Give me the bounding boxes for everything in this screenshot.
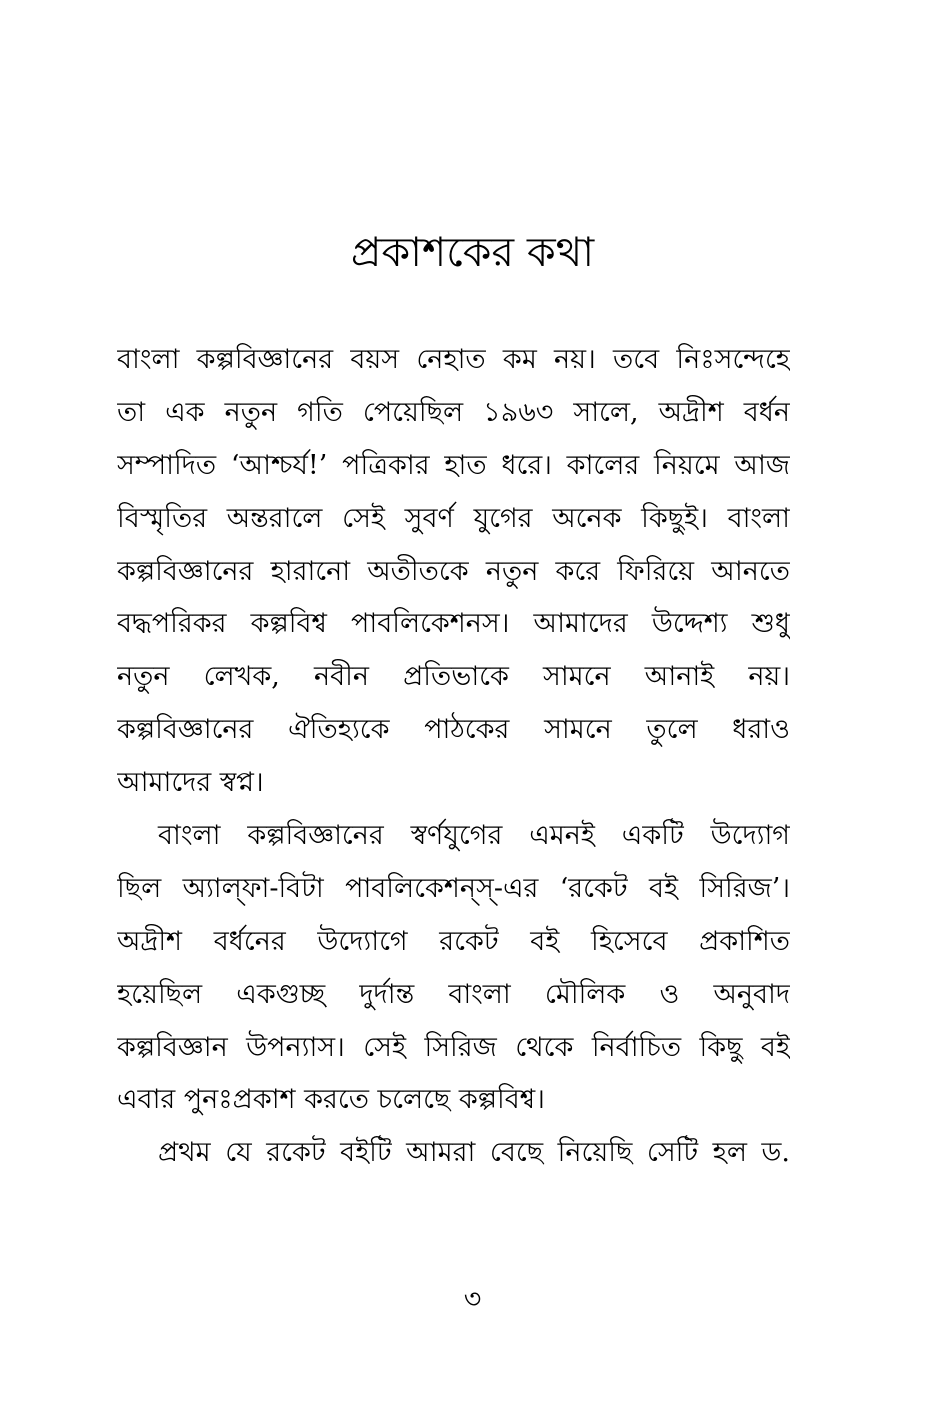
text-line: তা এক নতুন গতি পেয়েছিল ১৯৬৩ সালে, অদ্রীশ বর্ধন — [117, 396, 790, 428]
text-line: বাংলা কল্পবিজ্ঞানের স্বর্ণযুগের এমনই একটি উদ্যোগ — [158, 820, 790, 852]
paragraph-2 — [117, 810, 790, 1127]
text-line: বদ্ধপরিকর কল্পবিশ্ব পাবলিকেশনস। আমাদের উদ্দেশ্য শুধু — [117, 608, 790, 640]
body-text — [117, 334, 790, 1180]
page-number: ৩ — [463, 1284, 482, 1315]
text-line: বিস্মৃতির অন্তরালে সেই সুবর্ণ যুগের অনেক কিছুই। বাংলা — [117, 502, 790, 534]
page-title: প্রকাশকের কথা — [350, 228, 595, 276]
text-line: হয়েছিল একগুচ্ছ দুর্দান্ত বাংলা মৌলিক ও অনুবাদ — [117, 978, 790, 1010]
text-line: কল্পবিজ্ঞান উপন্যাস। সেই সিরিজ থেকে নির্বাচিত কিছু বই — [117, 1031, 790, 1063]
text-line: সম্পাদিত ‘আশ্চর্য!’ পত্রিকার হাত ধরে। কালের নিয়মে আজ — [117, 449, 790, 481]
text-line: বাংলা কল্পবিজ্ঞানের বয়স নেহাত কম নয়। তবে নিঃসন্দেহে — [117, 344, 790, 375]
text-line: ছিল অ্যাল্‌ফা-বিটা পাবলিকেশন্‌স্‌-এর ‘রকেট বই সিরিজ’। — [117, 872, 790, 904]
text-line: এবার পুনঃপ্রকাশ করতে চলেছে কল্পবিশ্ব। — [117, 1084, 545, 1116]
text-line: অদ্রীশ বর্ধনের উদ্যোগে রকেট বই হিসেবে প্রকাশিত — [117, 925, 790, 957]
paragraph-3 — [117, 1127, 790, 1180]
text-line: নতুন লেখক, নবীন প্রতিভাকে সামনে আনাই নয়। — [117, 661, 790, 693]
text-line: আমাদের স্বপ্ন। — [117, 767, 264, 799]
text-line: কল্পবিজ্ঞানের হারানো অতীতকে নতুন করে ফিরিয়ে আনতে — [117, 555, 790, 587]
paragraph-1 — [117, 334, 790, 810]
text-line: কল্পবিজ্ঞানের ঐতিহ্যকে পাঠকের সামনে তুলে ধরাও — [117, 714, 790, 746]
text-line: প্রথম যে রকেট বইটি আমরা বেছে নিয়েছি সেটি হল ড. — [158, 1137, 790, 1169]
